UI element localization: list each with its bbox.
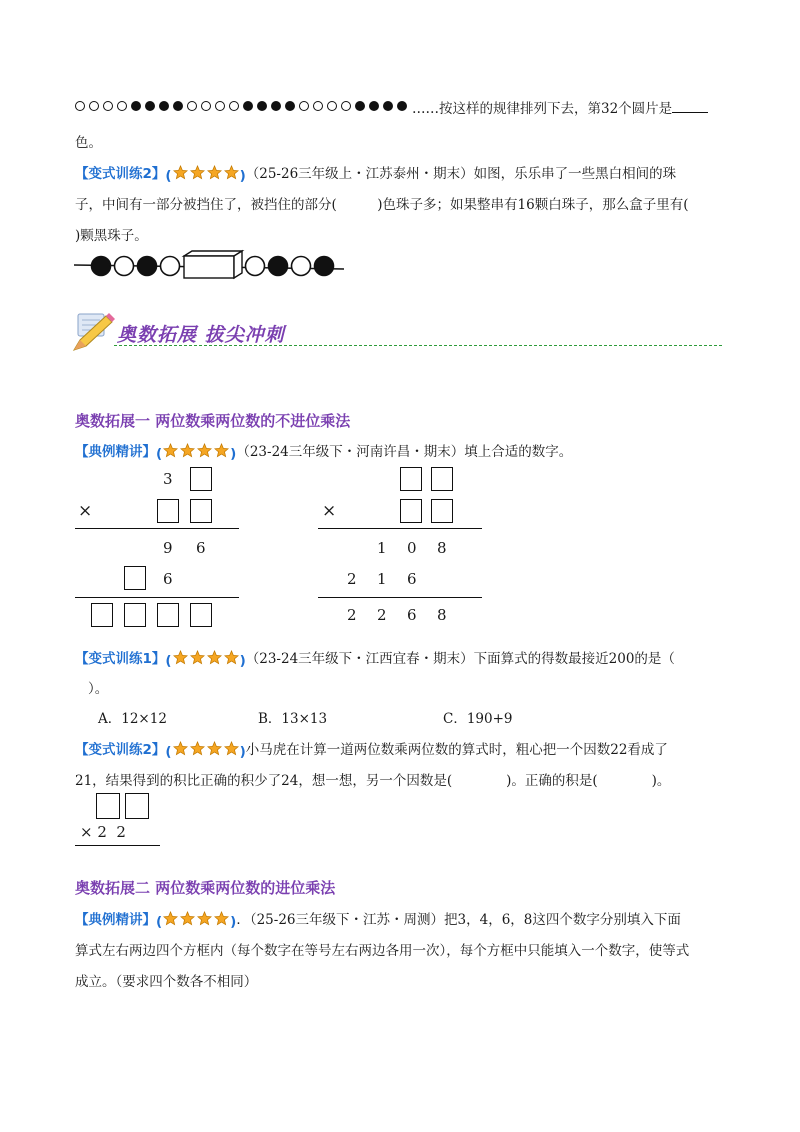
box-side [234, 251, 242, 278]
variant2b-line2: 21，结果得到的积比正确的积少了24，想一想，另一个因数是( )。正确的积是( )。 [75, 773, 671, 789]
answer-box[interactable] [190, 499, 212, 523]
answer-box[interactable] [157, 499, 179, 523]
white-circle [327, 101, 337, 111]
hidden-box [184, 256, 234, 278]
variant2b-line1: 【变式训练2】( )小马虎在计算一道两位数乘两位数的算式时，粗心把一个因数22看成了 [75, 742, 668, 760]
digit: 2 [347, 606, 357, 624]
bead-string-figure [74, 248, 354, 284]
difficulty-stars: ( ) [156, 911, 236, 930]
sequence-suffix: 色。 [75, 135, 102, 151]
digit: 8 [437, 539, 447, 557]
difficulty-stars: ( ) [165, 650, 245, 669]
white-bead [161, 257, 180, 276]
variant2a-line3: )颗黑珠子。 [75, 228, 148, 244]
black-circle [369, 101, 379, 111]
digit: 2 [377, 606, 387, 624]
variant-label: 【变式训练1】 [75, 651, 166, 667]
variant2a-line1: 【变式训练2】( )（25-26三年级上・江苏泰州・期末）如图，乐乐串了一些黑白相间的珠 [75, 166, 677, 184]
variant-label: 【变式训练2】 [75, 742, 166, 758]
black-bead [269, 257, 288, 276]
answer-box[interactable] [125, 793, 149, 819]
difficulty-stars: ( ) [156, 443, 236, 462]
white-bead [115, 257, 134, 276]
calc-rule [75, 528, 239, 529]
section2-title: 奥数拓展二 两位数乘两位数的进位乘法 [75, 879, 336, 897]
black-circle [131, 101, 141, 111]
banner-pencil-icon [68, 308, 120, 352]
digit: 0 [407, 539, 417, 557]
section1-example: 【典例精讲】( )（23-24三年级下・河南许昌・期末）填上合适的数字。 [75, 444, 573, 462]
white-circle [229, 101, 239, 111]
black-circle [145, 101, 155, 111]
section1-title: 奥数拓展一 两位数乘两位数的不进位乘法 [75, 412, 351, 430]
calc-rule [318, 528, 482, 529]
sequence-question: ……按这样的规律排列下去，第32个圆片是 [412, 97, 708, 117]
black-circle [397, 101, 407, 111]
option-b[interactable]: B．13×13 [258, 711, 328, 727]
times-sign: × [322, 501, 337, 521]
white-circle [103, 101, 113, 111]
calc-rule [75, 597, 239, 598]
white-circle [75, 101, 85, 111]
example-label: 【典例精讲】 [75, 444, 156, 460]
banner-title: 奥数拓展 拔尖冲刺 [117, 324, 285, 346]
black-circle [285, 101, 295, 111]
white-circle [89, 101, 99, 111]
digit: 1 [377, 570, 387, 588]
digit: 6 [407, 606, 417, 624]
black-circle [257, 101, 267, 111]
section2-line2: 算式左右两边四个方框内（每个数字在等号左右两边各用一次），每个方框中只能填入一个数字，使等式 [75, 943, 690, 959]
answer-box[interactable] [190, 467, 212, 491]
black-circle [159, 101, 169, 111]
white-circle [201, 101, 211, 111]
white-circle [187, 101, 197, 111]
digit: 6 [407, 570, 417, 588]
white-circle [341, 101, 351, 111]
option-a[interactable]: A．12×12 [98, 711, 167, 727]
white-bead [246, 257, 265, 276]
digit: 8 [437, 606, 447, 624]
calc-rule [75, 845, 160, 846]
variant2a-line2: 子，中间有一部分被挡住了，被挡住的部分( )色珠子多；如果整串有16颗白珠子，那么盒子里有( [75, 197, 689, 213]
white-circle [117, 101, 127, 111]
black-circle [271, 101, 281, 111]
answer-blank[interactable] [672, 112, 708, 113]
difficulty-stars: ( ) [165, 741, 245, 760]
black-circle [383, 101, 393, 111]
calc-rule [318, 597, 482, 598]
times-row: × 2 2 [80, 823, 126, 841]
digit: 6 [163, 570, 173, 588]
variant1-line1: 【变式训练1】( )（23-24三年级下・江西宜春・期末）下面算式的得数最接近200的是（ [75, 651, 675, 669]
banner-rule [114, 345, 722, 346]
digit: 3 [163, 470, 173, 488]
white-bead [292, 257, 311, 276]
digit: 2 [347, 570, 357, 588]
black-circle [243, 101, 253, 111]
box-top [184, 251, 242, 256]
section2-line1: 【典例精讲】( )．（25-26三年级下・江苏・周测）把3，4，6，8这四个数字分别填入下面 [75, 912, 681, 930]
white-circle [313, 101, 323, 111]
answer-box[interactable] [431, 467, 453, 491]
variant1-line2: ）。 [88, 681, 109, 697]
white-circle [215, 101, 225, 111]
answer-box[interactable] [91, 603, 113, 627]
circle-sequence [75, 101, 415, 113]
option-c[interactable]: C．190+9 [443, 711, 513, 727]
difficulty-stars: ( ) [165, 165, 245, 184]
black-circle [173, 101, 183, 111]
example-label: 【典例精讲】 [75, 912, 156, 928]
answer-box[interactable] [400, 467, 422, 491]
black-bead [315, 257, 334, 276]
digit: 9 [163, 539, 173, 557]
answer-box[interactable] [431, 499, 453, 523]
digit: 6 [196, 539, 206, 557]
answer-box[interactable] [157, 603, 179, 627]
digit: 1 [377, 539, 387, 557]
black-circle [355, 101, 365, 111]
answer-box[interactable] [400, 499, 422, 523]
variant-label: 【变式训练2】 [75, 166, 166, 182]
black-bead [92, 257, 111, 276]
section2-line3: 成立。（要求四个数各不相同） [75, 974, 258, 990]
answer-box[interactable] [124, 566, 146, 590]
answer-box[interactable] [96, 793, 120, 819]
times-sign: × [78, 501, 93, 521]
answer-box[interactable] [124, 603, 146, 627]
white-circle [299, 101, 309, 111]
black-bead [138, 257, 157, 276]
answer-box[interactable] [190, 603, 212, 627]
